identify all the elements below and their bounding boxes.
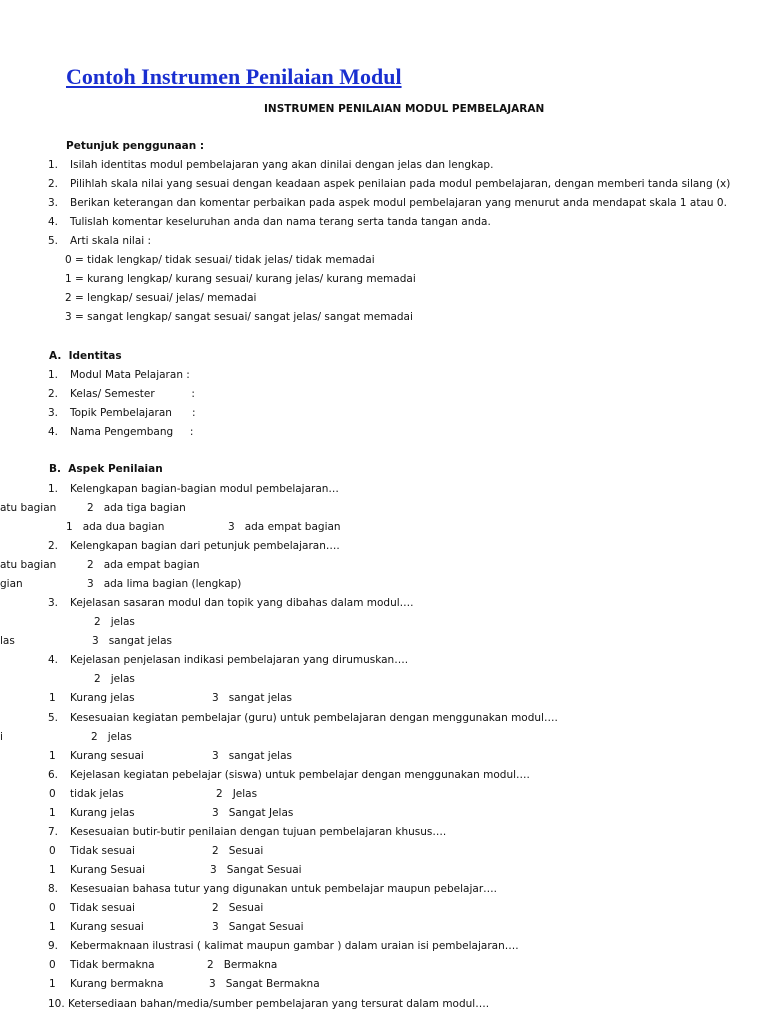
q5-option-1-num: 1 — [49, 750, 56, 762]
q8-num: 8. — [48, 883, 59, 895]
petunjuk-num-3: 3. — [48, 197, 59, 209]
q6-text: Kejelasan kegiatan pebelajar (siswa) untuk pembelajar dengan menggunakan modul…. — [70, 769, 530, 781]
q5-text: Kesesuaian kegiatan pembelajar (guru) untuk pembelajaran dengan menggunakan modul…. — [70, 712, 558, 724]
q5-option-0: i — [0, 731, 3, 743]
petunjuk-num-4: 4. — [48, 216, 59, 228]
q1-option-3: 3 ada empat bagian — [228, 521, 341, 533]
q10-text: Ketersediaan bahan/media/sumber pembelajaran yang tersurat dalam modul…. — [68, 998, 490, 1010]
identitas-label: A. Identitas — [49, 350, 122, 362]
q4-option-3: 3 sangat jelas — [212, 692, 293, 704]
identitas-topik: Topik Pembelajaran : — [70, 407, 196, 419]
q7-option-3: 3 Sangat Sesuai — [210, 864, 302, 876]
q6-option-2: 2 Jelas — [216, 788, 258, 800]
q4-option-1: Kurang jelas — [70, 692, 135, 704]
identitas-num-3: 3. — [48, 407, 59, 419]
q9-option-0: Tidak bermakna — [70, 959, 155, 971]
page-title[interactable]: Contoh Instrumen Penilaian Modul — [66, 64, 402, 89]
petunjuk-num-2: 2. — [48, 178, 59, 190]
aspek-label: B. Aspek Penilaian — [49, 463, 163, 475]
q7-option-1: Kurang Sesuai — [70, 864, 146, 876]
q2-option-3: 3 ada lima bagian (lengkap) — [87, 578, 242, 590]
q1-option-0: atu bagian — [0, 502, 57, 514]
q6-option-1: Kurang jelas — [70, 807, 135, 819]
q1-option-2: 2 ada tiga bagian — [87, 502, 186, 514]
q6-option-3: 3 Sangat Jelas — [212, 807, 294, 819]
q1-text: Kelengkapan bagian-bagian modul pembelajaran… — [70, 483, 339, 495]
identitas-kelas: Kelas/ Semester : — [70, 388, 195, 400]
skala-0: 0 = tidak lengkap/ tidak sesuai/ tidak jelas/ tidak memadai — [65, 254, 375, 266]
petunjuk-text-1: Isilah identitas modul pembelajaran yang akan dinilai dengan jelas dan lengkap. — [70, 159, 494, 171]
q1-option-1: 1 ada dua bagian — [66, 521, 165, 533]
q7-num: 7. — [48, 826, 59, 838]
identitas-pengembang: Nama Pengembang : — [70, 426, 194, 438]
q8-option-1: Kurang sesuai — [70, 921, 144, 933]
q2-option-1: gian — [0, 578, 23, 590]
q2-num: 2. — [48, 540, 59, 552]
identitas-num-2: 2. — [48, 388, 59, 400]
identitas-num-1: 1. — [48, 369, 59, 381]
identitas-modul: Modul Mata Pelajaran : — [70, 369, 190, 381]
identitas-num-4: 4. — [48, 426, 59, 438]
q2-text: Kelengkapan bagian dari petunjuk pembelajaran…. — [70, 540, 340, 552]
q6-option-0: tidak jelas — [70, 788, 124, 800]
petunjuk-text-4: Tulislah komentar keseluruhan anda dan nama terang serta tanda tangan anda. — [70, 216, 491, 228]
q8-text: Kesesuaian bahasa tutur yang digunakan untuk pembelajar maupun pebelajar…. — [70, 883, 497, 895]
q5-option-1: Kurang sesuai — [70, 750, 144, 762]
q3-num: 3. — [48, 597, 59, 609]
q7-text: Kesesuaian butir-butir penilaian dengan tujuan pembelajaran khusus…. — [70, 826, 447, 838]
q8-option-3: 3 Sangat Sesuai — [212, 921, 304, 933]
q4-text: Kejelasan penjelasan indikasi pembelajaran yang dirumuskan…. — [70, 654, 409, 666]
petunjuk-text-3: Berikan keterangan dan komentar perbaikan pada aspek modul pembelajaran yang menurut anda mendapat skala 1 atau 0. — [70, 197, 727, 209]
petunjuk-label: Petunjuk penggunaan : — [66, 140, 205, 152]
q7-option-1-num: 1 — [49, 864, 56, 876]
q8-option-0-num: 0 — [49, 902, 56, 914]
q4-option-1-num: 1 — [49, 692, 56, 704]
q8-option-0: Tidak sesuai — [70, 902, 135, 914]
q7-option-0: Tidak sesuai — [70, 845, 135, 857]
q9-num: 9. — [48, 940, 59, 952]
q8-option-1-num: 1 — [49, 921, 56, 933]
q6-option-1-num: 1 — [49, 807, 56, 819]
q5-option-3: 3 sangat jelas — [212, 750, 293, 762]
document-heading: INSTRUMEN PENILAIAN MODUL PEMBELAJARAN — [264, 103, 545, 115]
q7-option-0-num: 0 — [49, 845, 56, 857]
petunjuk-num-5: 5. — [48, 235, 59, 247]
q4-num: 4. — [48, 654, 59, 666]
q7-option-2: 2 Sesuai — [212, 845, 264, 857]
q9-option-1-num: 1 — [49, 978, 56, 990]
skala-3: 3 = sangat lengkap/ sangat sesuai/ sangat jelas/ sangat memadai — [65, 311, 413, 323]
q3-option-1: las — [0, 635, 15, 647]
q3-option-3: 3 sangat jelas — [92, 635, 173, 647]
q1-num: 1. — [48, 483, 59, 495]
q3-option-2: 2 jelas — [94, 616, 135, 628]
skala-1: 1 = kurang lengkap/ kurang sesuai/ kurang jelas/ kurang memadai — [65, 273, 416, 285]
q5-option-2: 2 jelas — [91, 731, 132, 743]
q5-num: 5. — [48, 712, 59, 724]
q2-option-0: atu bagian — [0, 559, 57, 571]
q6-num: 6. — [48, 769, 59, 781]
q4-option-2: 2 jelas — [94, 673, 135, 685]
q6-option-0-num: 0 — [49, 788, 56, 800]
q9-text: Kebermaknaan ilustrasi ( kalimat maupun gambar ) dalam uraian isi pembelajaran…. — [70, 940, 519, 952]
q9-option-1: Kurang bermakna — [70, 978, 164, 990]
petunjuk-text-2: Pilihlah skala nilai yang sesuai dengan keadaan aspek penilaian pada modul pembelajaran, dengan memberi tanda silang (x) — [70, 178, 731, 190]
q2-option-2: 2 ada empat bagian — [87, 559, 200, 571]
q9-option-2: 2 Bermakna — [207, 959, 278, 971]
petunjuk-text-5: Arti skala nilai : — [70, 235, 152, 247]
q9-option-0-num: 0 — [49, 959, 56, 971]
petunjuk-num-1: 1. — [48, 159, 59, 171]
q10-num: 10. — [48, 998, 65, 1010]
q8-option-2: 2 Sesuai — [212, 902, 264, 914]
skala-2: 2 = lengkap/ sesuai/ jelas/ memadai — [65, 292, 257, 304]
q3-text: Kejelasan sasaran modul dan topik yang dibahas dalam modul…. — [70, 597, 414, 609]
q9-option-3: 3 Sangat Bermakna — [209, 978, 320, 990]
